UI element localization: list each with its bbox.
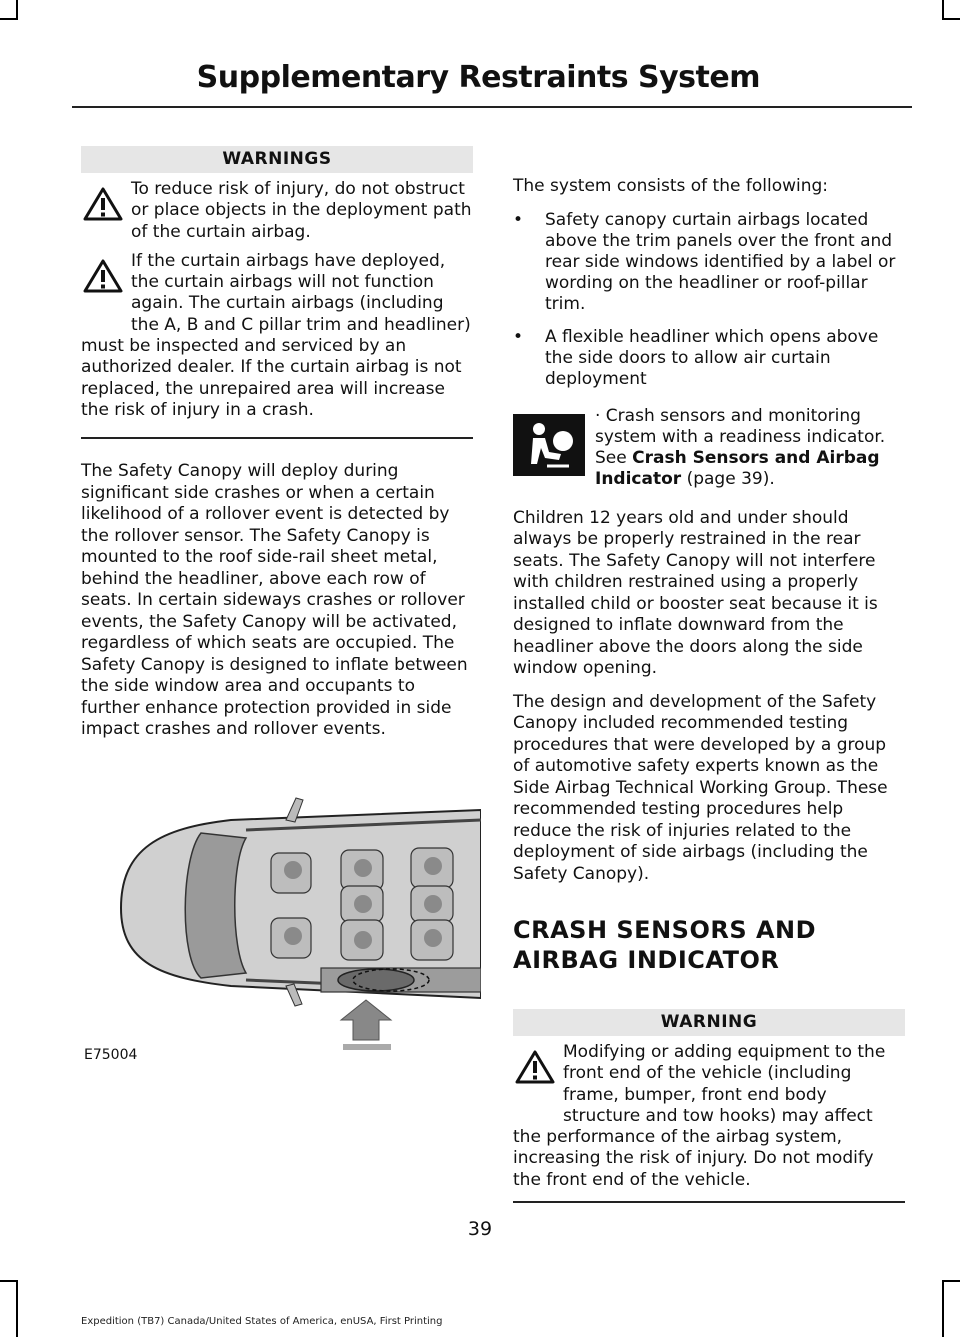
list-item	[513, 210, 905, 315]
left-column	[81, 146, 473, 753]
warnings-heading: WARNINGS	[81, 146, 473, 173]
crop-mark	[942, 0, 944, 20]
page-number: 39	[467, 1218, 493, 1240]
list-item-text: Safety canopy curtain airbags located above the trim panels over the front and rear side windows identified by a label or wording on the headliner or roof-pillar trim.	[545, 209, 896, 314]
crop-mark	[16, 1280, 18, 1337]
warning-rule	[513, 1201, 905, 1203]
header-rule	[72, 106, 912, 108]
children-paragraph: Children 12 years old and under should always be properly restrained in the rear seats. The Safety Canopy will not interfere with children restrained using a properly installed child or booster seat because it is designed to inflate downward from the headliner above the doors along the side window opening.	[513, 507, 878, 678]
safety-canopy-paragraph: The Safety Canopy will deploy during significant side crashes or when a certain likelihood of a rollover event is detected by the rollover sensor. The Safety Canopy is mounted to the roof side-rail sheet metal, behind the headliner, above each row of seats. In certain sideways crashes or rollover events, the Safety Canopy will be activated, regardless of which seats are occupied. The Safety Canopy is designed to inflate between the side window area and occupants to further enhance protection provided in side impact crashes and rollover events.	[81, 461, 468, 740]
bullet-marker: •	[513, 209, 524, 230]
warning-text: Modifying or adding equipment to the front end of the vehicle (including frame, bumper, front end body structure and tow hooks) may affect the performance of the airbag system, increasing the risk of injury. Do not modify the front end of the vehicle.	[513, 1042, 886, 1190]
list-item-text: A flexible headliner which opens above the side doors to allow air curtain deployment	[545, 326, 879, 389]
warning-item	[81, 251, 473, 421]
section-heading-line: AIRBAG INDICATOR	[513, 946, 780, 974]
section-heading-line: CRASH SENSORS AND	[513, 916, 817, 944]
indicator-block	[513, 406, 905, 490]
page-title: Supplementary Restraints System	[196, 60, 760, 95]
right-column	[513, 176, 905, 1225]
warning-triangle-icon	[515, 1050, 555, 1084]
warning-text: To reduce risk of injury, do not obstruct or place objects in the deployment path of the curtain airbag.	[131, 179, 472, 242]
up-arrow-icon	[341, 1000, 391, 1050]
crash-sensors-link[interactable]: Crash Sensors and Airbag Indicator	[595, 447, 880, 489]
warning-item	[513, 1042, 905, 1191]
section-heading	[513, 915, 905, 975]
components-list	[513, 210, 905, 390]
airbag-indicator-icon	[513, 414, 585, 476]
crop-mark	[0, 18, 18, 20]
system-intro: The system consists of the following:	[513, 176, 829, 196]
edition-footer: Expedition (TB7) Canada/United States of America, enUSA, First Printing	[81, 1316, 443, 1327]
warning-text: If the curtain airbags have deployed, the curtain airbags will not function again. The curtain airbags (including the A, B and C pillar trim and headliner) must be inspected and serviced by an authorized dealer. If the curtain airbag is not replaced, the unrepaired area will increase the risk of injury in a crash.	[81, 250, 471, 420]
list-item	[513, 327, 905, 390]
figure-code: E75004	[84, 1047, 138, 1063]
crop-mark	[942, 1280, 960, 1282]
warning-heading: WARNING	[513, 1009, 905, 1036]
indicator-text: · Crash sensors and monitoring system with a readiness indicator. See	[595, 405, 886, 468]
warning-triangle-icon	[83, 259, 123, 293]
vehicle-top-view-figure	[81, 758, 481, 1070]
crop-mark	[16, 0, 18, 20]
crop-mark	[0, 1280, 18, 1282]
bullet-marker: •	[513, 326, 524, 347]
crop-mark	[942, 18, 960, 20]
crop-mark	[942, 1280, 944, 1337]
warning-item	[81, 179, 473, 243]
warning-triangle-icon	[83, 187, 123, 221]
warnings-rule	[81, 437, 473, 439]
design-paragraph: The design and development of the Safety Canopy included recommended testing procedures that were developed by a group of automotive safety experts known as the Side Airbag Technical Working Group. These recommended testing procedures help reduce the risk of injuries related to the deployment of side airbags (including the Safety Canopy).	[513, 691, 888, 884]
page-reference: (page 39).	[681, 468, 775, 489]
